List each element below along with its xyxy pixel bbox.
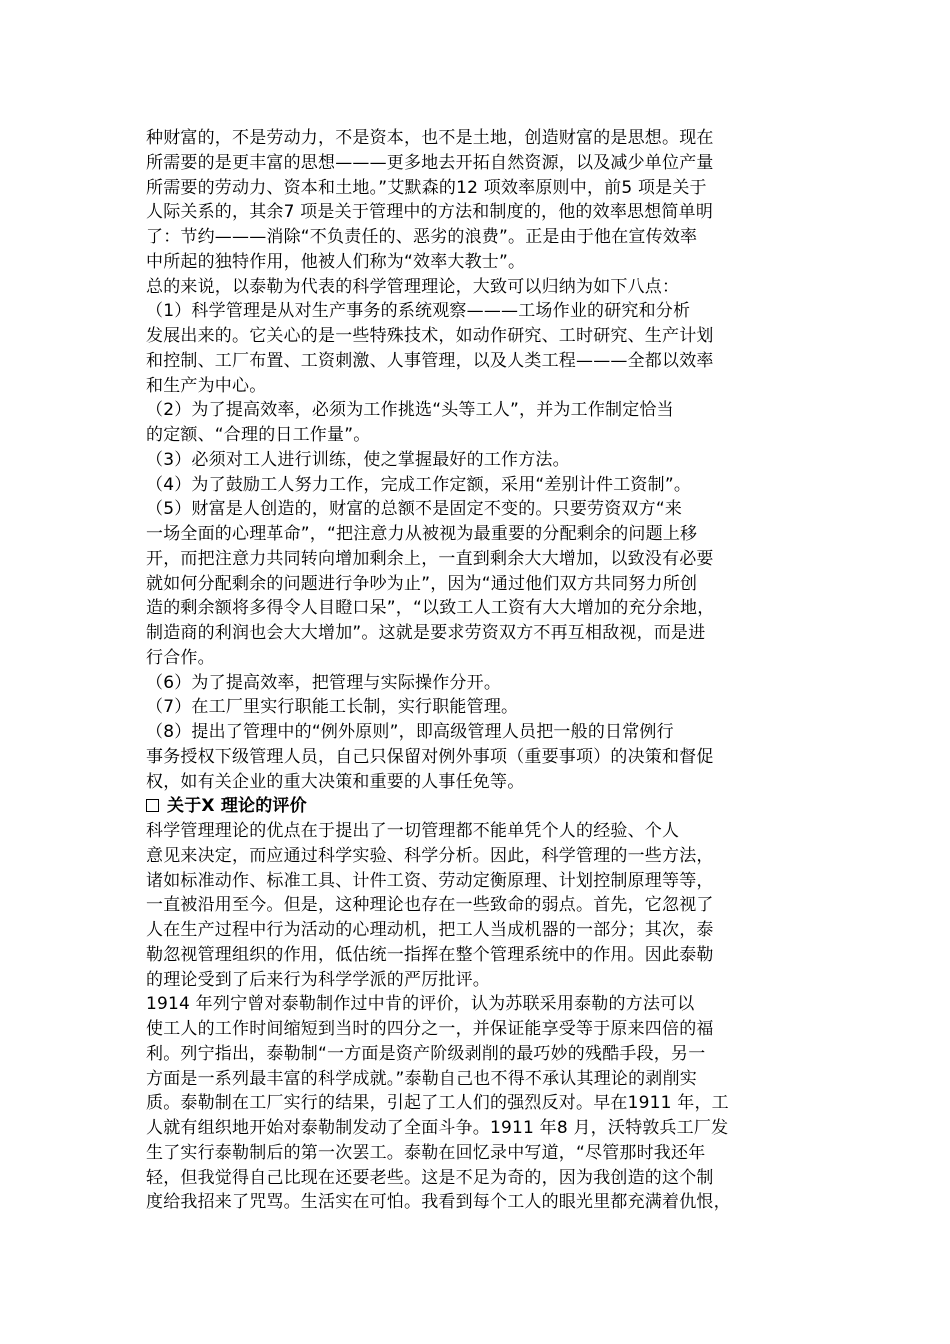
- text-line: （8）提出了管理中的“例外原则”，即高级管理人员把一般的日常例行: [146, 722, 674, 742]
- text-line: （6）为了提高效率，把管理与实际操作分开。: [146, 672, 502, 693]
- text-line: 人就有组织地开始对泰勒制发动了全面斗争。1911 年8 月，沃特敦兵工厂发: [146, 1118, 729, 1138]
- text-line: 诸如标准动作、标准工具、计件工资、劳动定衡原理、计划控制原理等等，: [146, 870, 714, 891]
- text-line: 开，而把注意力共同转向增加剩余上，一直到剩余大大增加，以致没有必要: [146, 548, 714, 569]
- checkbox-square-icon: [146, 799, 159, 812]
- text-line: 质。泰勒制在工厂实行的结果，引起了工人们的强烈反对。早在1911 年，工: [146, 1093, 729, 1114]
- text-line: 总的来说，以泰勒为代表的科学管理理论，大致可以归纳为如下八点：: [146, 276, 680, 297]
- text-line: （1）科学管理是从对生产事务的系统观察———工场作业的研究和分析: [146, 301, 691, 322]
- text-line: 就如何分配剩余的问题进行争吵为止”，因为“通过他们双方共同努力所创: [146, 573, 698, 594]
- text-line: 勒忽视管理组织的作用，低估统一指挥在整个管理系统中的作用。因此泰勒: [146, 944, 714, 965]
- section-heading-text: 关于X 理论的评价: [167, 796, 307, 817]
- text-line: 意见来决定，而应通过科学实验、科学分析。因此，科学管理的一些方法，: [146, 845, 714, 866]
- text-line: （3）必须对工人进行训练，使之掌握最好的工作方法。: [146, 449, 570, 470]
- text-line: 使工人的工作时间缩短到当时的四分之一，并保证能享受等于原来四倍的福: [146, 1019, 714, 1039]
- text-line: 轻，但我觉得自己比现在还要老些。这是不足为奇的，因为我创造的这个制: [146, 1167, 714, 1188]
- section-heading: [146, 794, 307, 818]
- text-line: 度给我招来了咒骂。生活实在可怕。我看到每个工人的眼光里都充满着仇恨，: [146, 1192, 731, 1213]
- text-line: （2）为了提高效率，必须为工作挑选“头等工人”，并为工作制定恰当: [146, 400, 674, 421]
- text-line: 和控制、工厂布置、工资刺激、人事管理，以及人类工程———全都以效率: [146, 350, 714, 371]
- text-line: 了：节约———消除“不负责任的、恶劣的浪费”。正是由于他在宣传效率: [146, 227, 698, 247]
- text-line: （7）在工厂里实行职能工长制，实行职能管理。: [146, 697, 519, 718]
- text-line: 一场全面的心理革命”，“把注意力从被视为最重要的分配剩余的问题上移: [146, 524, 698, 544]
- text-line: 一直被沿用至今。但是，这种理论也存在一些致命的弱点。首先，它忽视了: [146, 895, 714, 916]
- text-line: （4）为了鼓励工人努力工作，完成工作定额，采用“差别计件工资制”。: [146, 474, 692, 495]
- text-line: 人在生产过程中行为活动的心理动机，把工人当成机器的一部分；其次，泰: [146, 920, 714, 940]
- text-line: 生了实行泰勒制后的第一次罢工。泰勒在回忆录中写道，“尽管那时我还年: [146, 1142, 706, 1163]
- text-line: （5）财富是人创造的，财富的总额不是固定不变的。只要劳资双方“来: [146, 499, 683, 520]
- text-line: 的定额、“合理的日工作量”。: [146, 425, 371, 445]
- text-line: 种财富的，不是劳动力，不是资本，也不是土地，创造财富的是思想。现在: [146, 128, 714, 148]
- text-line: 事务授权下级管理人员，自己只保留对例外事项（重要事项）的决策和督促: [146, 746, 714, 767]
- text-line: 制造商的利润也会大大增加”。这就是要求劳资双方不再互相敌视，而是进: [146, 623, 706, 643]
- text-line: 的理论受到了后来行为科学学派的严厉批评。: [146, 969, 490, 990]
- text-line: 所需要的是更丰富的思想———更多地去开拓自然资源，以及减少单位产量: [146, 152, 714, 173]
- text-line: 权，如有关企业的重大决策和重要的人事任免等。: [146, 771, 525, 792]
- text-line: 和生产为中心。: [146, 375, 267, 396]
- text-line: 1914 年列宁曾对泰勒制作过中肯的评价，认为苏联采用泰勒的方法可以: [146, 994, 695, 1015]
- text-line: 科学管理理论的优点在于提出了一切管理都不能单凭个人的经验、个人: [146, 821, 680, 841]
- text-line: 人际关系的，其余7 项是关于管理中的方法和制度的，他的效率思想简单明: [146, 202, 714, 223]
- text-line: 行合作。: [146, 647, 215, 668]
- text-line: 所需要的劳动力、资本和土地。”艾默森的12 项效率原则中，前5 项是关于: [146, 177, 707, 198]
- text-line: 利。列宁指出，泰勒制“一方面是资产阶级剥削的最巧妙的残酷手段，另一: [146, 1043, 706, 1064]
- text-line: 造的剩余额将多得令人目瞪口呆”，“以致工人工资有大大增加的充分余地，: [146, 598, 715, 619]
- text-line: 发展出来的。它关心的是一些特殊技术，如动作研究、工时研究、生产计划: [146, 326, 714, 346]
- text-line: 中所起的独特作用，他被人们称为“效率大教士”。: [146, 251, 526, 272]
- text-line: 方面是一系列最丰富的科学成就。”泰勒自己也不得不承认其理论的剥削实: [146, 1068, 697, 1089]
